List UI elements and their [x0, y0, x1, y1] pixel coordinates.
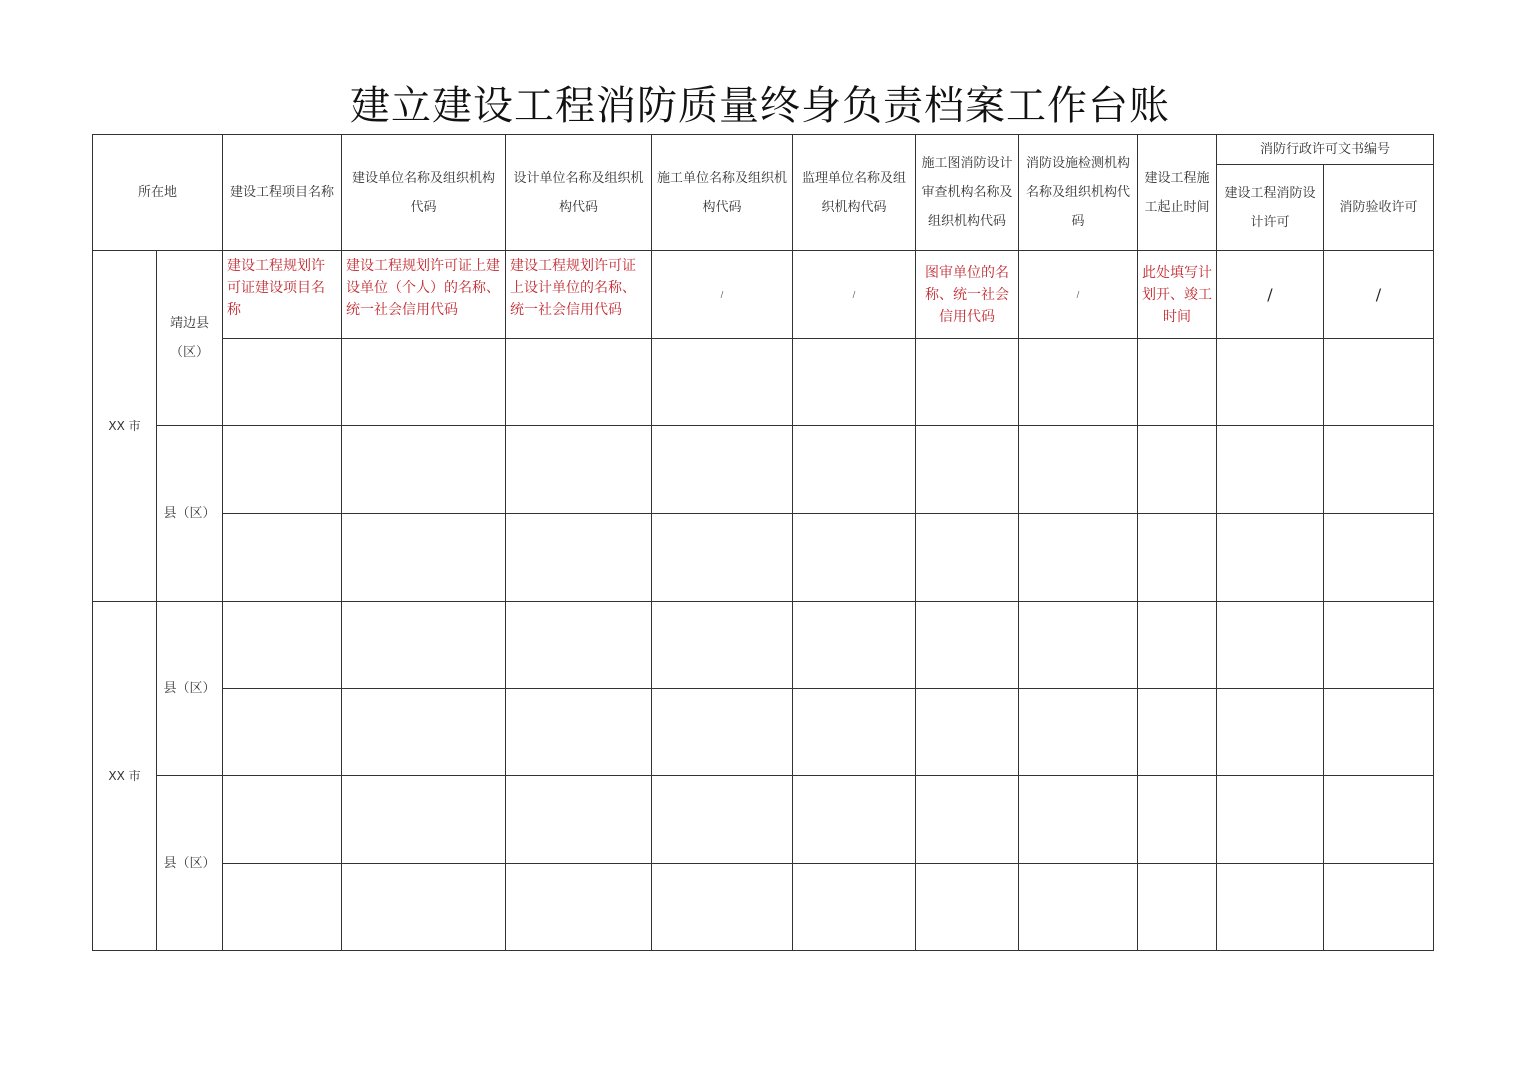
empty-cell [506, 689, 652, 776]
empty-cell [506, 776, 652, 864]
ledger-table [92, 134, 1434, 951]
header-supervisor: 监理单位名称及组织机构代码 [793, 135, 916, 251]
header-drawing-review: 施工图消防设计审查机构名称及组织机构代码 [916, 135, 1019, 251]
empty-cell [793, 514, 916, 602]
empty-cell [793, 426, 916, 514]
empty-cell [916, 339, 1019, 426]
empty-cell [1019, 339, 1138, 426]
county-cell: 县（区） [157, 776, 223, 951]
example-supervisor: / [793, 251, 916, 339]
empty-cell [1138, 514, 1217, 602]
empty-cell [1324, 776, 1434, 864]
empty-cell [1019, 689, 1138, 776]
empty-cell [223, 776, 342, 864]
empty-cell [793, 776, 916, 864]
example-constructor: / [652, 251, 793, 339]
empty-cell [652, 514, 793, 602]
page-title: 建立建设工程消防质量终身负责档案工作台账 [350, 83, 1170, 129]
empty-cell [1138, 864, 1217, 951]
county-cell: 县（区） [157, 602, 223, 776]
county-cell: 靖边县（区） [157, 251, 223, 426]
table-row [93, 602, 1434, 689]
empty-cell [223, 514, 342, 602]
empty-cell [793, 864, 916, 951]
empty-cell [916, 602, 1019, 689]
empty-cell [916, 689, 1019, 776]
example-builder [342, 251, 506, 339]
table-row [93, 251, 1434, 339]
empty-cell [342, 864, 506, 951]
empty-cell [652, 339, 793, 426]
header-constructor: 施工单位名称及组织机构代码 [652, 135, 793, 251]
empty-cell [652, 689, 793, 776]
empty-cell [223, 689, 342, 776]
empty-cell [342, 426, 506, 514]
table-row [93, 514, 1434, 602]
header-designer: 设计单位名称及组织机构代码 [506, 135, 652, 251]
empty-cell [1324, 339, 1434, 426]
empty-cell [1324, 514, 1434, 602]
empty-cell [342, 339, 506, 426]
empty-cell [223, 864, 342, 951]
empty-cell [223, 426, 342, 514]
table-row [93, 864, 1434, 951]
example-designer: 建设工程规划许可证上设计单位的名称、统一社会信用代码 [506, 251, 652, 339]
empty-cell [652, 864, 793, 951]
empty-cell [1217, 864, 1324, 951]
empty-cell [1019, 426, 1138, 514]
header-permit-acceptance: 消防验收许可 [1324, 165, 1434, 251]
empty-cell [1217, 689, 1324, 776]
empty-cell [1138, 776, 1217, 864]
empty-cell [652, 426, 793, 514]
empty-cell [1324, 426, 1434, 514]
empty-cell [1324, 689, 1434, 776]
empty-cell [223, 602, 342, 689]
example-builder-prefix: 建设工程规划许可证上 [346, 258, 486, 274]
table-row [93, 426, 1434, 514]
county-cell: 县（区） [157, 426, 223, 602]
empty-cell [506, 339, 652, 426]
example-builder-text: 建设单位（个人）的名称、统一社会信用代码 [346, 258, 500, 318]
city-cell: XX 市 [93, 251, 157, 602]
empty-cell [342, 602, 506, 689]
table-row [93, 339, 1434, 426]
empty-cell [916, 426, 1019, 514]
empty-cell [916, 514, 1019, 602]
empty-cell [506, 864, 652, 951]
empty-cell [1324, 602, 1434, 689]
example-permit-design: / [1217, 251, 1324, 339]
header-period: 建设工程施工起止时间 [1138, 135, 1217, 251]
empty-cell [793, 602, 916, 689]
example-facility-test: / [1019, 251, 1138, 339]
empty-cell [223, 339, 342, 426]
example-permit-acceptance: / [1324, 251, 1434, 339]
empty-cell [916, 864, 1019, 951]
header-facility-test: 消防设施检测机构名称及组织机构代码 [1019, 135, 1138, 251]
header-project-name: 建设工程项目名称 [223, 135, 342, 251]
empty-cell [1019, 776, 1138, 864]
empty-cell [793, 339, 916, 426]
empty-cell [506, 602, 652, 689]
city-cell: XX 市 [93, 602, 157, 951]
empty-cell [1019, 602, 1138, 689]
header-permit-design: 建设工程消防设计许可 [1217, 165, 1324, 251]
empty-cell [342, 689, 506, 776]
empty-cell [506, 514, 652, 602]
table-row [93, 776, 1434, 864]
empty-cell [1138, 339, 1217, 426]
empty-cell [1217, 339, 1324, 426]
empty-cell [916, 776, 1019, 864]
empty-cell [1019, 864, 1138, 951]
empty-cell [1138, 689, 1217, 776]
empty-cell [506, 426, 652, 514]
header-permit-group: 消防行政许可文书编号 [1217, 135, 1434, 165]
header-builder: 建设单位名称及组织机构代码 [342, 135, 506, 251]
empty-cell [1217, 776, 1324, 864]
example-drawing-review: 图审单位的名称、统一社会信用代码 [916, 251, 1019, 339]
table-row [93, 689, 1434, 776]
example-project-name: 建设工程规划许可证建设项目名称 [223, 251, 342, 339]
header-location: 所在地 [93, 135, 223, 251]
empty-cell [1138, 602, 1217, 689]
empty-cell [652, 602, 793, 689]
empty-cell [1217, 602, 1324, 689]
example-period: 此处填写计划开、竣工时间 [1138, 251, 1217, 339]
empty-cell [1138, 426, 1217, 514]
header-row-1 [93, 135, 1434, 165]
empty-cell [342, 776, 506, 864]
empty-cell [793, 689, 916, 776]
empty-cell [1217, 514, 1324, 602]
empty-cell [1324, 864, 1434, 951]
empty-cell [652, 776, 793, 864]
empty-cell [1217, 426, 1324, 514]
empty-cell [342, 514, 506, 602]
empty-cell [1019, 514, 1138, 602]
